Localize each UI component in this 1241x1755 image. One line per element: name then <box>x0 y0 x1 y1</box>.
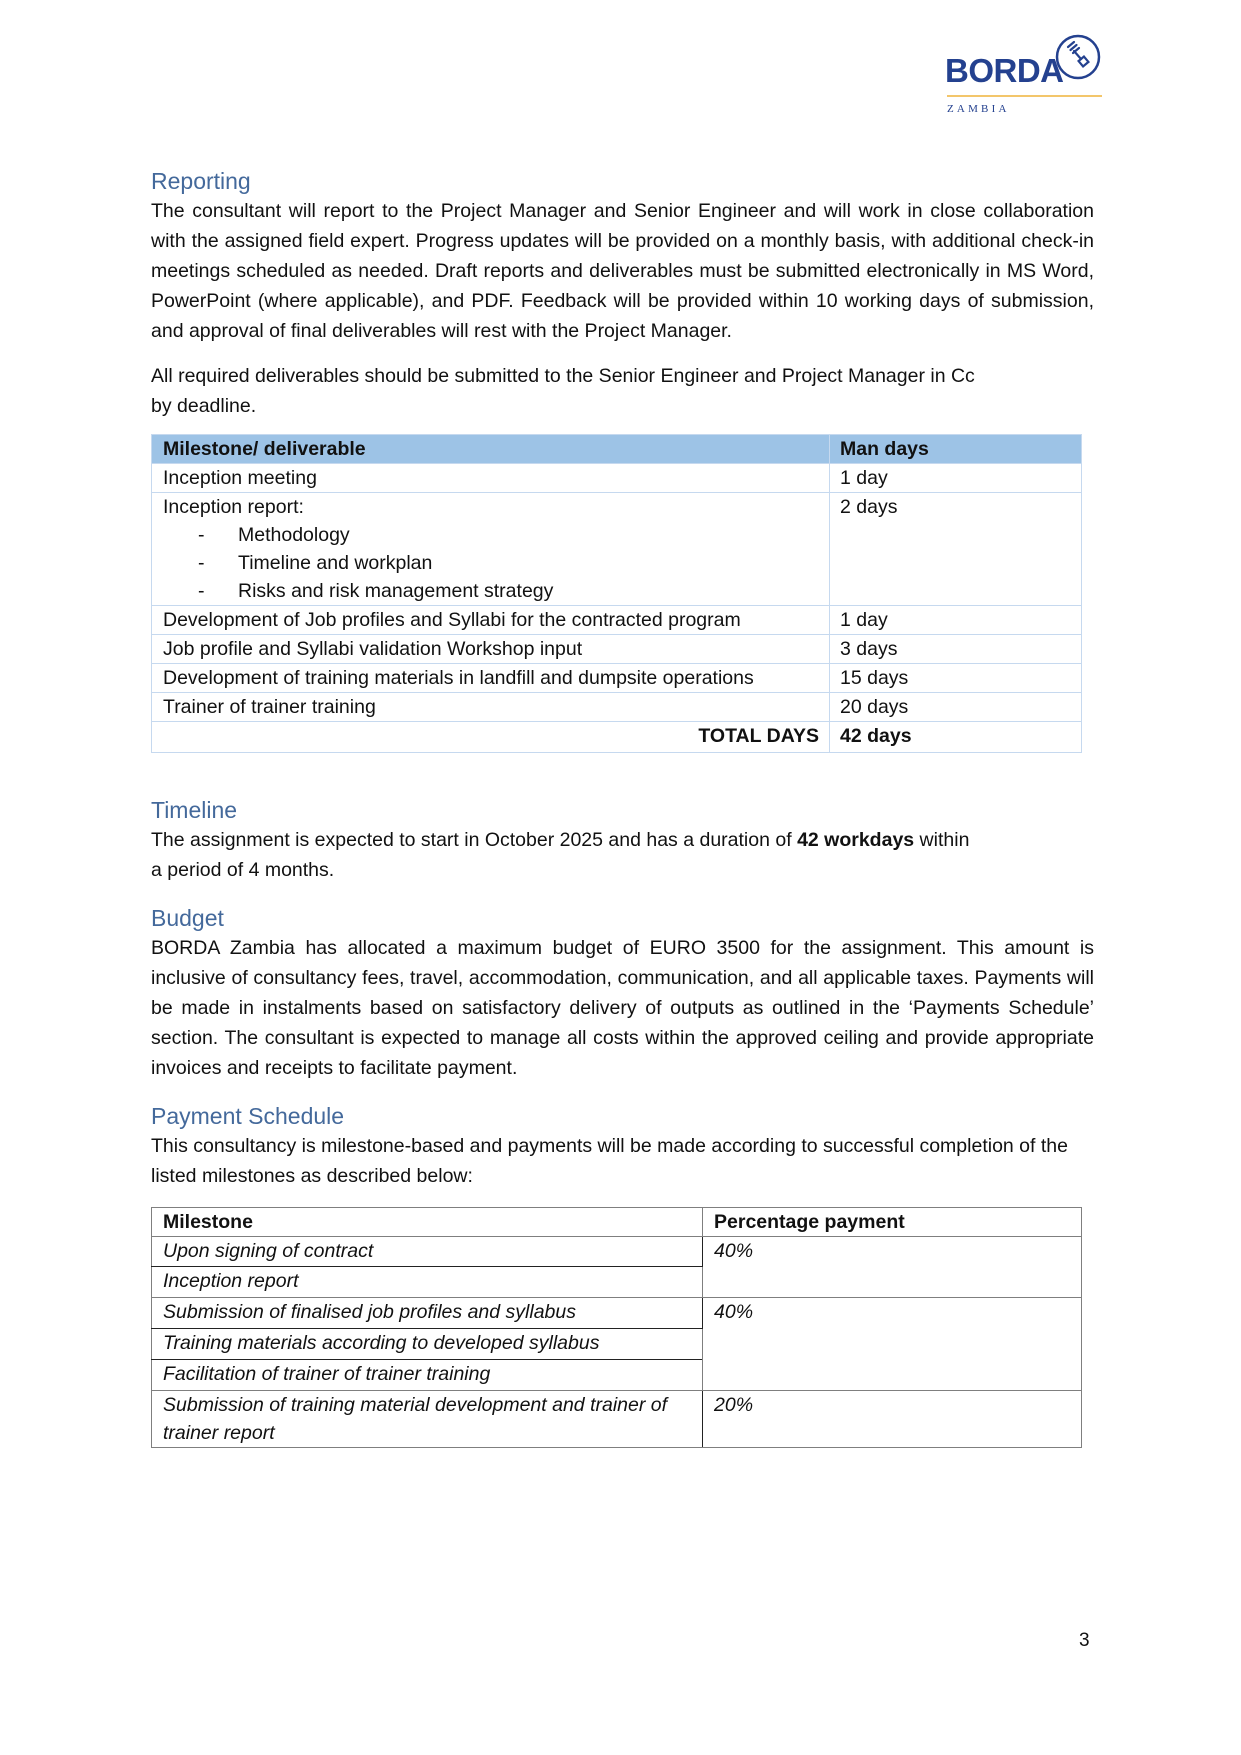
borda-emblem-icon <box>1055 34 1101 80</box>
document-body <box>151 166 1094 1448</box>
deliverables-table <box>151 434 1082 753</box>
list-item <box>163 549 818 577</box>
milestone-cell: Submission of training material development and trainer of trainer report <box>152 1391 703 1448</box>
deliverable-cell: Inception meeting <box>152 464 830 493</box>
table-row <box>152 493 1082 606</box>
budget-heading: Budget <box>151 905 224 931</box>
reporting-paragraph: The consultant will report to the Project Manager and Senior Engineer and will work in close collaboration with the assigned field expert. Progress updates will be provided on a monthly basis, with additional check-in meetings scheduled as needed. Draft reports and deliverables must be submitted electronically in MS Word, PowerPoint (where applicable), and PDF. Feedback will be provided within 10 working days of submission, and approval of final deliverables will rest with the Project Manager. <box>151 200 1094 342</box>
deliverable-cell: Development of Job profiles and Syllabi for the contracted program <box>152 606 830 635</box>
payment-schedule-heading: Payment Schedule <box>151 1103 345 1129</box>
list-item <box>163 521 818 549</box>
table-row <box>152 635 1082 664</box>
logo-wordmark: BORDA <box>945 52 1064 89</box>
page-number: 3 <box>1079 1630 1090 1651</box>
timeline-text: The assignment is expected to start in October 2025 and has a duration of <box>151 829 798 851</box>
man-days-cell: 1 day <box>830 606 1082 635</box>
timeline-text-end: within a period of 4 months. <box>151 829 970 881</box>
subitem-label: Risks and risk management strategy <box>238 580 554 602</box>
deliverable-cell: Development of training materials in landfill and dumpsite operations <box>152 664 830 693</box>
milestone-cell: Upon signing of contract <box>152 1237 703 1267</box>
table-row <box>152 693 1082 722</box>
table-row <box>152 464 1082 493</box>
timeline-heading: Timeline <box>151 797 238 823</box>
column-header-man-days: Man days <box>830 435 1082 464</box>
deliverable-title: Inception report: <box>163 496 304 518</box>
milestone-cell: Submission of finalised job profiles and syllabus <box>152 1298 703 1329</box>
table-row <box>152 606 1082 635</box>
table-row <box>152 1298 1082 1329</box>
subitem-label: Methodology <box>238 524 350 546</box>
deliverable-cell <box>152 493 830 606</box>
man-days-cell: 2 days <box>830 493 1082 606</box>
man-days-cell: 3 days <box>830 635 1082 664</box>
reporting-heading: Reporting <box>151 168 251 194</box>
list-item <box>163 577 818 605</box>
table-row <box>152 1391 1082 1448</box>
payment-schedule-table <box>151 1207 1082 1448</box>
deliverable-cell: Trainer of trainer training <box>152 693 830 722</box>
subitem-label: Timeline and workplan <box>238 552 433 574</box>
budget-paragraph: BORDA Zambia has allocated a maximum budget of EURO 3500 for the assignment. This amount is inclusive of consultancy fees, travel, accommodation, communication, and all applicable taxes. Payments will be made in instalments based on satisfactory delivery of outputs as outlined in the ‘Payments Schedule’ section. The consultant is expected to manage all costs within the approved ceiling and provide appropriate invoices and receipts to facilitate payment. <box>151 937 1094 1079</box>
milestone-cell: Inception report <box>152 1267 703 1298</box>
milestone-cell: Training materials according to developed syllabus <box>152 1329 703 1360</box>
deliverable-cell: Job profile and Syllabi validation Workshop input <box>152 635 830 664</box>
timeline-paragraph <box>151 825 981 885</box>
timeline-duration: 42 workdays <box>797 829 915 851</box>
table-header-row <box>152 435 1082 464</box>
deliverable-subitems <box>163 521 818 605</box>
dash-bullet: - <box>198 552 205 574</box>
milestone-cell: Facilitation of trainer of trainer training <box>152 1360 703 1391</box>
table-total-row <box>152 722 1082 753</box>
logo-divider <box>947 95 1102 97</box>
borda-zambia-logo <box>945 32 1107 122</box>
column-header-percentage: Percentage payment <box>703 1208 1082 1237</box>
percentage-cell: 40% <box>703 1237 1082 1298</box>
logo-subtitle: ZAMBIA <box>947 103 1010 115</box>
table-header-row <box>152 1208 1082 1237</box>
dash-bullet: - <box>198 580 205 602</box>
payment-schedule-paragraph: This consultancy is milestone-based and payments will be made according to successful completion of the listed milestones as described below: <box>151 1135 1068 1187</box>
reporting-submission-note: All required deliverables should be submitted to the Senior Engineer and Project Manager in Cc by deadline. <box>151 365 975 417</box>
percentage-cell: 20% <box>703 1391 1082 1448</box>
table-row <box>152 1237 1082 1267</box>
percentage-cell: 40% <box>703 1298 1082 1391</box>
column-header-deliverable: Milestone/ deliverable <box>152 435 830 464</box>
man-days-cell: 1 day <box>830 464 1082 493</box>
total-label: TOTAL DAYS <box>152 722 830 753</box>
column-header-milestone: Milestone <box>152 1208 703 1237</box>
man-days-cell: 15 days <box>830 664 1082 693</box>
table-row <box>152 664 1082 693</box>
total-value: 42 days <box>830 722 1082 753</box>
man-days-cell: 20 days <box>830 693 1082 722</box>
dash-bullet: - <box>198 524 205 546</box>
